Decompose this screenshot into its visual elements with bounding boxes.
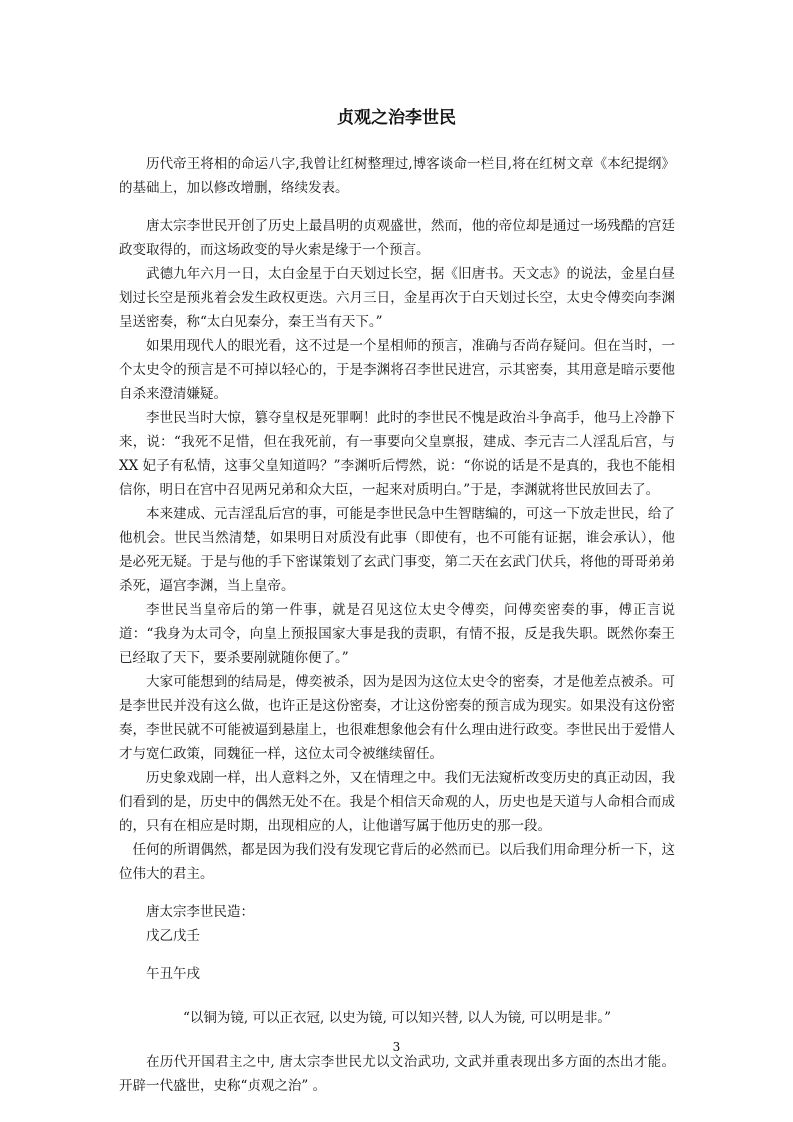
body-paragraph: 武德九年六月一日，太白金星于白天划过长空，据《旧唐书。天文志》的说法，金星白昼划过长空是预兆着会发生政权更迭。六月三日，金星再次于白天划过长空，太史令傅奕向李渊呈送密奏，称“太白见秦分，秦王当有天下。”	[119, 266, 675, 330]
page-title: 贞观之治李世民	[337, 108, 456, 128]
birth-chart-stems: 戊乙戊壬	[146, 928, 200, 944]
body-paragraph: 大家可能想到的结局是，傅奕被杀，因为是因为这位太史令的密奏，才是他差点被杀。可是李世民并没有这么做，也许正是这份密奏，才让这份密奏的预言成为现实。如果没有这份密奏，李世民就不可能被逼到悬崖上，也很难想象他会有什么理由进行政变。李世民出于爱惜人才与宽仁政策，同魏征一样，这位太司令被继续留任。	[119, 674, 675, 762]
body-paragraph: 如果用现代人的眼光看，这不过是一个星相师的预言，准确与否尚存疑问。但在当时，一个太史令的预言是不可掉以轻心的，于是李渊将召李世民进宫，示其密奏，其用意是暗示要他自杀来澄清嫌疑。	[119, 338, 675, 402]
page-number: 3	[392, 1040, 401, 1054]
body-paragraph: 历史象戏剧一样，出人意料之外，又在情理之中。我们无法窥析改变历史的真正动因，我们看到的是，历史中的偶然无处不在。我是个相信天命观的人，历史也是天道与人命相合而成的，只有在相应是时期，出现相应的人，让他谱写属于他历史的那一段。	[119, 770, 675, 834]
body-paragraph: 任何的所谓偶然，都是因为我们没有发现它背后的必然而已。以后我们用命理分析一下，这位伟大的君主。	[119, 842, 675, 882]
birth-chart-branches: 午丑午戌	[146, 966, 200, 982]
body-paragraph: 唐太宗李世民开创了历史上最昌明的贞观盛世，然而，他的帝位却是通过一场残酷的宫廷政变取得的，而这场政变的导火索是缘于一个预言。	[119, 218, 675, 258]
quote-paragraph: “以铜为镜, 可以正衣冠, 以史为镜, 可以知兴替, 以人为镜, 可以明是非。”	[183, 1010, 611, 1026]
body-paragraph: 李世民当皇帝后的第一件事，就是召见这位太史令傅奕，问傅奕密奏的事，傅正言说道：“我身为太司令，向皇上预报国家大事是我的责职，有情不报，反是我失职。既然你秦王已经取了天下，要杀要剐就随你便了。”	[119, 602, 675, 666]
document-body	[119, 152, 675, 1098]
body-paragraph: 本来建成、元吉淫乱后宫的事，可能是李世民急中生智瞎编的，可这一下放走世民，给了他机会。世民当然清楚，如果明日对质没有此事（即使有，也不可能有证据，谁会承认），他是必死无疑。于是与他的手下密谋策划了玄武门事变，第二天在玄武门伏兵，将他的哥哥弟弟杀死，逼宫李渊，当上皇帝。	[119, 506, 675, 594]
intro-paragraph: 历代帝王将相的命运八字,我曾让红树整理过,博客谈命一栏目,将在红树文章《本纪提纲》的基础上，加以修改增删，络续发表。	[119, 156, 675, 196]
birth-chart-heading: 唐太宗李世民造：	[146, 904, 254, 920]
closing-paragraph: 在历代开国君主之中, 唐太宗李世民尤以文治武功, 文武并重表现出多方面的杰出才能。开辟一代盛世，史称“贞观之治” 。	[119, 1054, 675, 1094]
body-paragraph: 李世民当时大惊，篡夺皇权是死罪啊！此时的李世民不愧是政治斗争高手，他马上冷静下来，说：“我死不足惜，但在我死前，有一事要向父皇禀报，建成、李元吉二人淫乱后宫，与 XX 妃子有私情，这事父皇知道吗？”李渊听后愕然，说：“你说的话是不是真的，我也不能相信你，明日在宫中召见两兄弟和众大臣，一起来对质明白。”于是，李渊就将世民放回去了。	[119, 410, 675, 498]
